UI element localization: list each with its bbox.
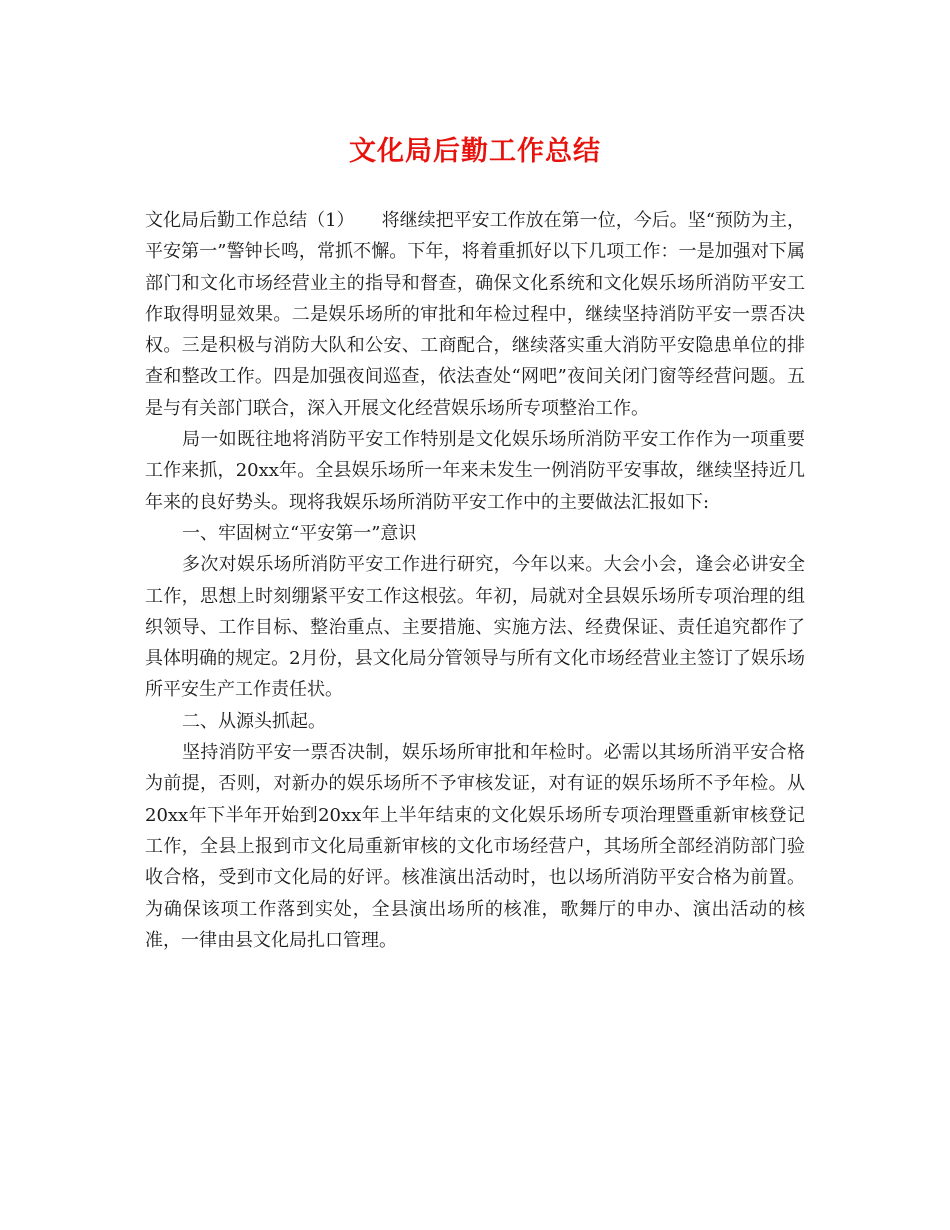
- paragraph-overview: 局一如既往地将消防平安工作特别是文化娱乐场所消防平安工作作为一项重要工作来抓，20xx年。全县娱乐场所一年来未发生一例消防平安事故，继续坚持近几年来的良好势头。现将我娱乐场所消防平安工作中的主要做法汇报如下:: [145, 429, 805, 513]
- paragraph-section-2: 坚持消防平安一票否决制，娱乐场所审批和年检时。必需以其场所消平安合格为前提，否则，对新办的娱乐场所不予审核发证，对有证的娱乐场所不予年检。从20xx年下半年开始到20xx年上半年结束的文化娱乐场所专项治理暨重新审核登记工作，全县上报到市文化局重新审核的文化市场经营户，其场所全部经消防部门验收合格，受到市文化局的好评。核准演出活动时，也以场所消防平安合格为前置。为确保该项工作落到实处，全县演出场所的核准，歌舞厅的申办、演出活动的核准，一律由县文化局扎口管理。: [145, 742, 805, 951]
- section-heading-1: 一、牢固树立“平安第一”意识: [182, 522, 417, 544]
- paragraph-section-1: 多次对娱乐场所消防平安工作进行研究，今年以来。大会小会，逢会必讲安全工作，思想上时刻绷紧平安工作这根弦。年初，局就对全县娱乐场所专项治理的组织领导、工作目标、整治重点、主要措施、实施方法、经费保证、责任追究都作了具体明确的规定。2月份，县文化局分管领导与所有文化市场经营业主签订了娱乐场所平安生产工作责任状。: [145, 554, 805, 701]
- paragraph-intro: 文化局后勤工作总结（1） 将继续把平安工作放在第一位，今后。坚“预防为主，平安第一”警钟长鸣，常抓不懈。下年，将着重抓好以下几项工作：一是加强对下属部门和文化市场经营业主的指导和督查，确保文化系统和文化娱乐场所消防平安工作取得明显效果。二是娱乐场所的审批和年检过程中，继续坚持消防平安一票否决权。三是积极与消防大队和公安、工商配合，继续落实重大消防平安隐患单位的排查和整改工作。四是加强夜间巡查，依法查处“网吧”夜间关闭门窗等经营问题。五是与有关部门联合，深入开展文化经营娱乐场所专项整治工作。: [145, 210, 805, 419]
- document-body: [145, 205, 805, 956]
- document-title: 文化局后勤工作总结: [349, 136, 601, 167]
- section-heading-2: 二、从源头抓起。: [182, 710, 326, 732]
